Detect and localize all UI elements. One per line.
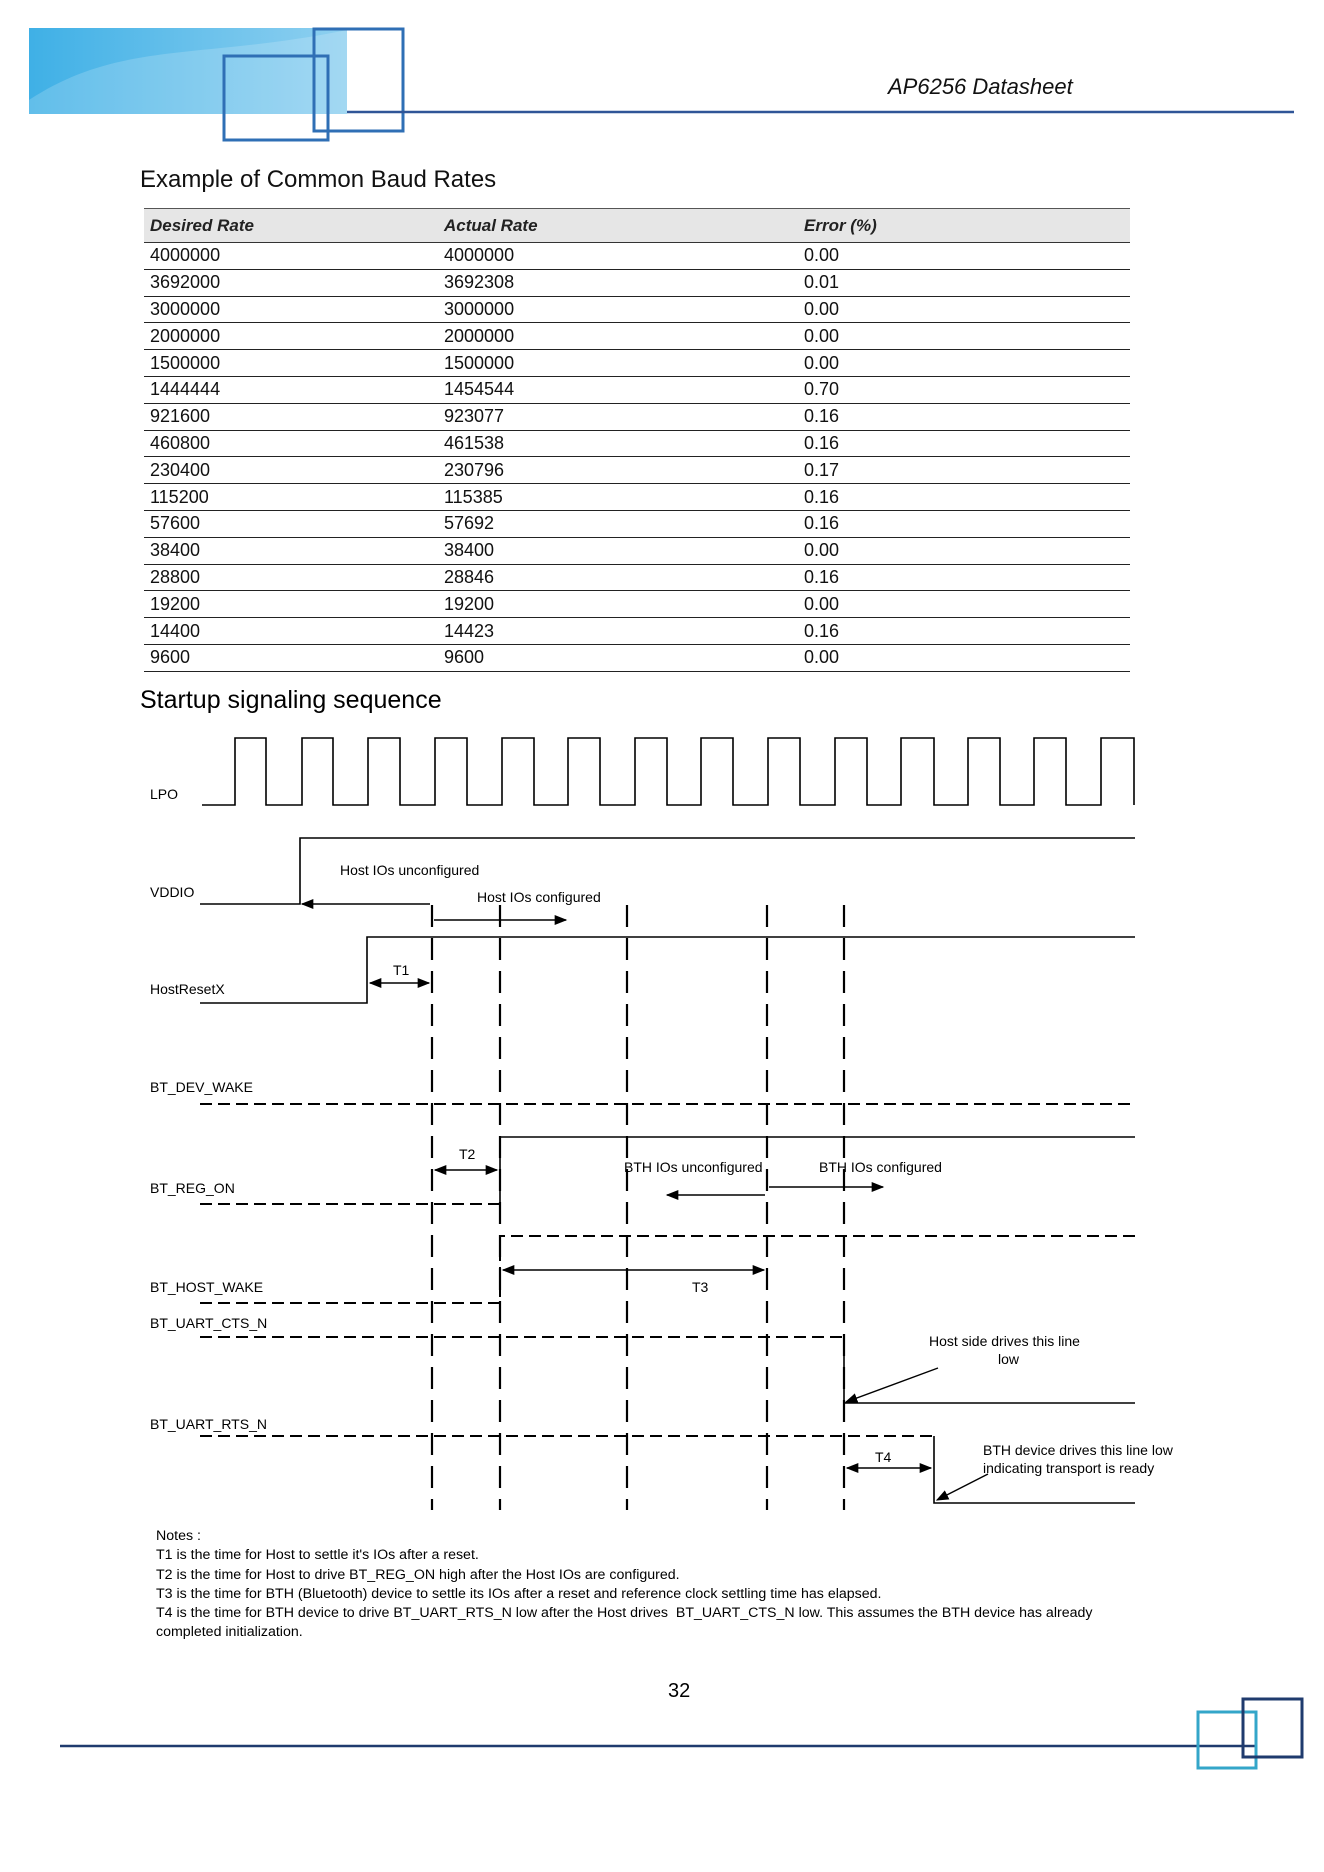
error-cell: 0.16 <box>798 430 1130 457</box>
lpo-waveform <box>202 738 1134 805</box>
t3-label: T3 <box>692 1279 709 1295</box>
error-cell: 0.16 <box>798 403 1130 430</box>
note-t2: T2 is the time for Host to drive BT_REG_ON high after the Host IOs are configured. <box>156 1566 680 1583</box>
footer-decoration <box>0 1690 1324 1872</box>
table-row <box>144 618 1130 645</box>
desired-rate-cell: 1444444 <box>144 376 438 403</box>
table-row <box>144 376 1130 403</box>
actual-rate-cell: 923077 <box>438 403 798 430</box>
actual-rate-cell: 1500000 <box>438 350 798 377</box>
signal-label-bt-uart-rts-n: BT_UART_RTS_N <box>150 1416 267 1432</box>
header-decoration <box>0 0 1324 150</box>
actual-rate-cell: 38400 <box>438 537 798 564</box>
error-cell: 0.00 <box>798 537 1130 564</box>
note-t4-continued: completed initialization. <box>156 1624 303 1641</box>
host-drives-label-line-1: Host side drives this line <box>929 1333 1080 1349</box>
error-cell: 0.17 <box>798 457 1130 484</box>
error-cell: 0.16 <box>798 484 1130 511</box>
startup-section-title: Startup signaling sequence <box>140 686 442 714</box>
host-unconfigured-label: Host IOs unconfigured <box>340 862 480 878</box>
page-number: 32 <box>668 1680 691 1702</box>
actual-rate-cell: 2000000 <box>438 323 798 350</box>
table-row <box>144 564 1130 591</box>
desired-rate-cell: 4000000 <box>144 243 438 270</box>
signal-label-bt-dev-wake: BT_DEV_WAKE <box>150 1079 253 1095</box>
startup-timing-diagram <box>0 720 1324 1520</box>
bth-drives-label-line-1: BTH device drives this line low <box>983 1442 1173 1458</box>
baud-section-title: Example of Common Baud Rates <box>140 166 497 193</box>
table-row <box>144 350 1130 377</box>
signal-label-bt-reg-on: BT_REG_ON <box>150 1180 235 1196</box>
table-row <box>144 484 1130 511</box>
bt-reg-on-waveform <box>500 1137 1135 1202</box>
desired-rate-cell: 38400 <box>144 537 438 564</box>
actual-rate-cell: 461538 <box>438 430 798 457</box>
error-cell: 0.16 <box>798 564 1130 591</box>
desired-rate-cell: 9600 <box>144 644 438 671</box>
desired-rate-cell: 921600 <box>144 403 438 430</box>
desired-rate-cell: 19200 <box>144 591 438 618</box>
t1-label: T1 <box>393 962 410 978</box>
table-row <box>144 644 1130 671</box>
desired-rate-cell: 3692000 <box>144 269 438 296</box>
baud-rate-table <box>144 208 1130 672</box>
signal-label-hostresetx: HostResetX <box>150 981 225 997</box>
error-cell: 0.00 <box>798 591 1130 618</box>
bth-drives-label-line-2: indicating transport is ready <box>983 1460 1155 1476</box>
actual-rate-cell: 57692 <box>438 510 798 537</box>
actual-rate-cell: 3692308 <box>438 269 798 296</box>
note-t1: T1 is the time for Host to settle it's IOs after a reset. <box>156 1547 479 1564</box>
bth-drives-pointer <box>937 1474 988 1500</box>
footer-logo-square-2 <box>1243 1699 1302 1757</box>
table-row <box>144 403 1130 430</box>
table-row <box>144 430 1130 457</box>
error-cell: 0.00 <box>798 243 1130 270</box>
table-row <box>144 323 1130 350</box>
column-header-desired-rate: Desired Rate <box>144 209 438 243</box>
error-cell: 0.00 <box>798 350 1130 377</box>
document-title: AP6256 Datasheet <box>888 74 1073 99</box>
table-row <box>144 510 1130 537</box>
actual-rate-cell: 3000000 <box>438 296 798 323</box>
desired-rate-cell: 28800 <box>144 564 438 591</box>
host-configured-label: Host IOs configured <box>477 889 601 905</box>
host-drives-pointer <box>846 1368 938 1402</box>
t2-label: T2 <box>459 1146 476 1162</box>
signal-label-bt-host-wake: BT_HOST_WAKE <box>150 1279 264 1295</box>
table-header-row <box>144 209 1130 243</box>
notes-heading: Notes : <box>156 1528 201 1544</box>
desired-rate-cell: 230400 <box>144 457 438 484</box>
actual-rate-cell: 14423 <box>438 618 798 645</box>
bth-unconfigured-label: BTH IOs unconfigured <box>624 1159 763 1175</box>
error-cell: 0.00 <box>798 323 1130 350</box>
table-row <box>144 269 1130 296</box>
error-cell: 0.16 <box>798 618 1130 645</box>
desired-rate-cell: 3000000 <box>144 296 438 323</box>
column-header-actual-rate: Actual Rate <box>438 209 798 243</box>
actual-rate-cell: 230796 <box>438 457 798 484</box>
timing-notes <box>156 1527 1216 1643</box>
desired-rate-cell: 460800 <box>144 430 438 457</box>
actual-rate-cell: 19200 <box>438 591 798 618</box>
signal-label-vddio: VDDIO <box>150 884 195 900</box>
note-t4: T4 is the time for BTH device to drive BT_UART_RTS_N low after the Host drives BT_UART_CTS_N low. This assumes the BTH device has already <box>156 1605 1093 1622</box>
t4-label: T4 <box>875 1449 892 1465</box>
desired-rate-cell: 115200 <box>144 484 438 511</box>
hostresetx-waveform <box>200 937 1135 1003</box>
error-cell: 0.01 <box>798 269 1130 296</box>
table-row <box>144 537 1130 564</box>
error-cell: 0.16 <box>798 510 1130 537</box>
actual-rate-cell: 28846 <box>438 564 798 591</box>
column-header-error: Error (%) <box>798 209 1130 243</box>
actual-rate-cell: 4000000 <box>438 243 798 270</box>
table-row <box>144 296 1130 323</box>
actual-rate-cell: 1454544 <box>438 376 798 403</box>
table-row <box>144 243 1130 270</box>
desired-rate-cell: 57600 <box>144 510 438 537</box>
table-row <box>144 591 1130 618</box>
host-drives-label-line-2: low <box>998 1351 1020 1367</box>
error-cell: 0.70 <box>798 376 1130 403</box>
desired-rate-cell: 1500000 <box>144 350 438 377</box>
actual-rate-cell: 9600 <box>438 644 798 671</box>
signal-label-lpo: LPO <box>150 786 179 802</box>
note-t3: T3 is the time for BTH (Bluetooth) device to settle its IOs after a reset and reference clock settling time has elapsed. <box>156 1585 882 1602</box>
error-cell: 0.00 <box>798 644 1130 671</box>
actual-rate-cell: 115385 <box>438 484 798 511</box>
error-cell: 0.00 <box>798 296 1130 323</box>
bth-configured-label: BTH IOs configured <box>819 1159 942 1175</box>
desired-rate-cell: 14400 <box>144 618 438 645</box>
table-row <box>144 457 1130 484</box>
signal-label-bt-uart-cts-n: BT_UART_CTS_N <box>150 1315 268 1331</box>
desired-rate-cell: 2000000 <box>144 323 438 350</box>
footer-logo-square-1 <box>1198 1712 1256 1768</box>
